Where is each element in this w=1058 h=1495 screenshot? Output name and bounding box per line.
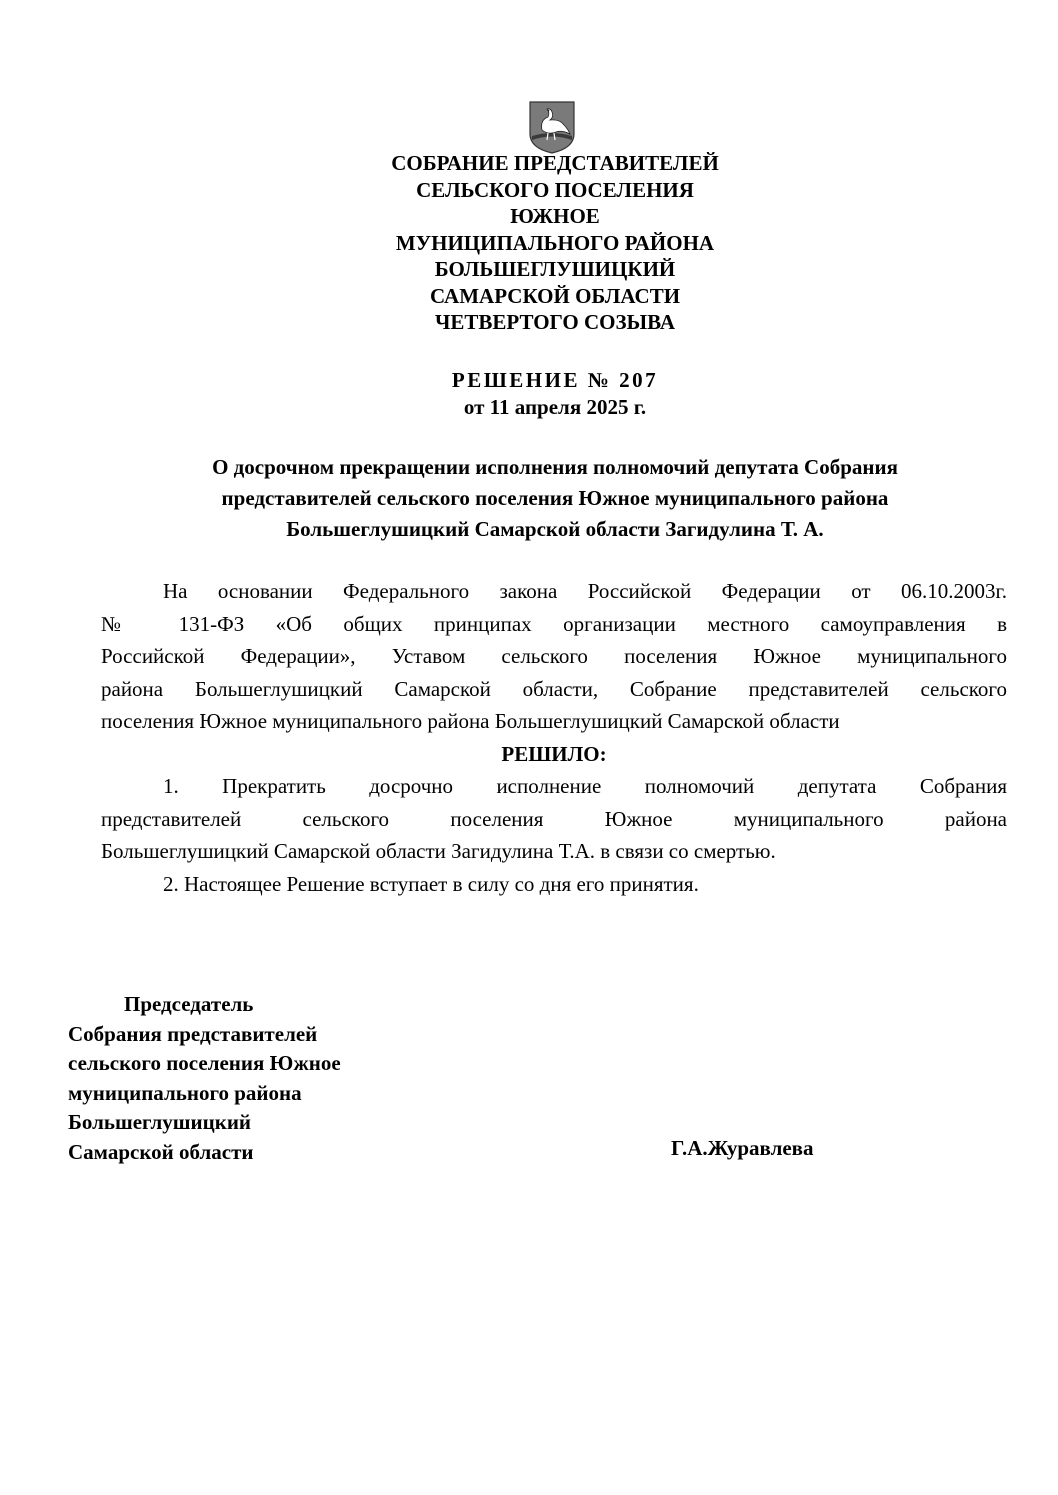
preamble-line: № 131-ФЗ «Об общих принципах организации местного самоуправления в: [101, 611, 1007, 636]
header-line: СЕЛЬСКОГО ПОСЕЛЕНИЯ: [416, 177, 694, 202]
header-line: МУНИЦИПАЛЬНОГО РАЙОНА: [395, 230, 715, 255]
signature-block: [68, 990, 341, 1167]
header-line: ЧЕТВЕРТОГО СОЗЫВА: [434, 310, 676, 334]
decision-date: от 11 апреля 2025 г.: [463, 395, 647, 419]
signer-title-line: Председатель: [124, 992, 254, 1016]
decision-title: [250, 367, 860, 421]
issuer-header: [250, 150, 860, 336]
subject-line: О досрочном прекращении исполнения полномочий депутата Собрания: [212, 455, 898, 479]
decision-body: [101, 575, 1007, 900]
item-1-line: 1. Прекратить досрочно исполнение полномочий депутата Собрания: [163, 774, 1007, 798]
preamble-line: Российской Федерации», Уставом сельского поселения Южное муниципального: [101, 644, 1007, 668]
item-1-paragraph: [101, 770, 1007, 868]
header-line: СОБРАНИЕ ПРЕДСТАВИТЕЛЕЙ: [391, 151, 719, 175]
preamble-line: района Большеглушицкий Самарской области, Собрание представителей сельского: [101, 676, 1007, 701]
preamble-line: поселения Южное муниципального района Большеглушицкий Самарской области: [101, 709, 840, 733]
item-1-line: Большеглушицкий Самарской области Загидулина Т.А. в связи со смертью.: [101, 839, 776, 863]
subject-line: Большеглушицкий Самарской области Загидулина Т. А.: [286, 517, 824, 541]
item-2-line: 2. Настоящее Решение вступает в силу со дня его принятия.: [163, 871, 699, 896]
signer-title-line: муниципального района: [68, 1080, 302, 1105]
header-line: ЮЖНОЕ: [510, 204, 600, 228]
signer-title-line: Большеглушицкий: [68, 1110, 252, 1134]
preamble-paragraph: [101, 575, 1007, 738]
item-1-line: представителей сельского поселения Южное муниципального района: [101, 806, 1007, 831]
subject-line: представителей сельского поселения Южное муниципального района: [221, 486, 889, 510]
signer-title-line: Самарской области: [68, 1139, 254, 1164]
signer-name: Г.А.Журавлева: [671, 1136, 814, 1160]
signer-title-line: Собрания представителей: [68, 1021, 318, 1046]
item-2-paragraph: [101, 868, 1007, 901]
header-line: САМАРСКОЙ ОБЛАСТИ: [429, 283, 681, 308]
header-line: БОЛЬШЕГЛУШИЦКИЙ: [434, 257, 676, 281]
decision-number: РЕШЕНИЕ № 207: [451, 368, 659, 392]
signer-title-line: сельского поселения Южное: [68, 1051, 341, 1075]
preamble-line: На основании Федерального закона Российской Федерации от 06.10.2003г.: [163, 579, 1007, 603]
coat-of-arms-icon: [528, 100, 576, 154]
decision-subject: [100, 452, 1010, 545]
resolved-heading: РЕШИЛО:: [501, 741, 607, 766]
